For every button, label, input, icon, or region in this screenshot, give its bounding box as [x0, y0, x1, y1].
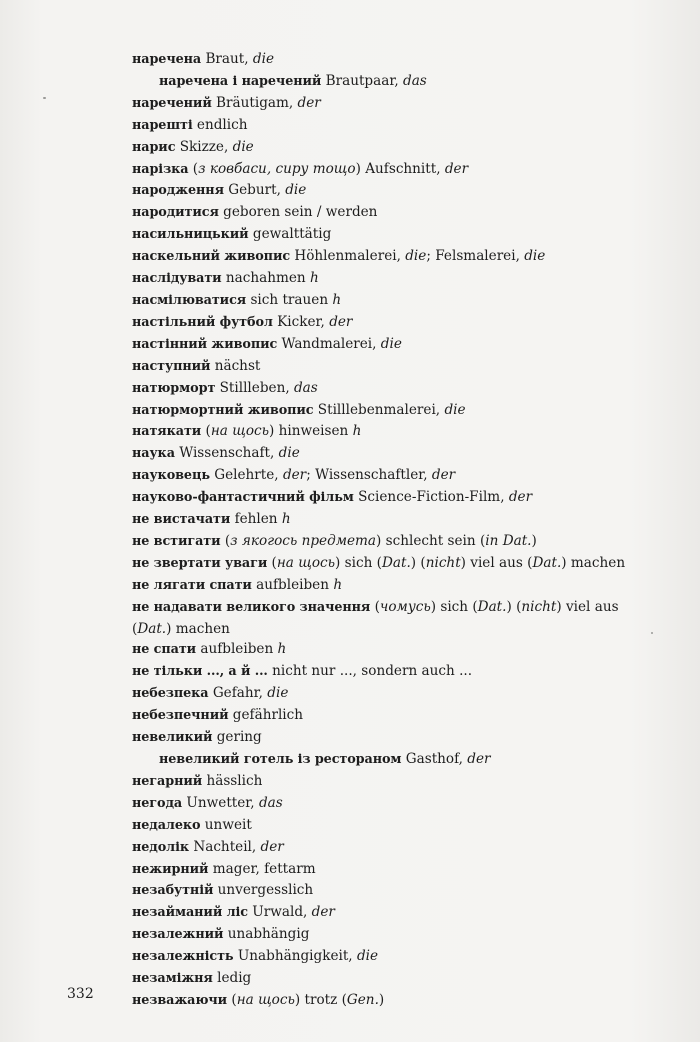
entry-headword: незважаючи [132, 992, 228, 1008]
entry-translation: ) ( [506, 598, 522, 615]
dictionary-entry [132, 793, 632, 815]
dictionary-entry [132, 159, 632, 181]
dictionary-entry [132, 49, 632, 71]
entry-grammar-note: nicht [521, 598, 557, 615]
entry-grammar-note: з ковбаси, сиру тощо [198, 160, 356, 177]
entry-grammar-note: Gen. [346, 991, 379, 1008]
entry-headword: народитися [132, 205, 219, 221]
entry-translation: geboren sein / werden [218, 204, 378, 221]
dictionary-entry [132, 202, 632, 224]
dictionary-entry [132, 334, 632, 356]
entry-translation: ) sich ( [335, 554, 382, 571]
entry-headword: наречена [132, 52, 202, 67]
entry-translation: Stilllebenmalerei, [313, 401, 445, 418]
entry-headword: насильницький [132, 227, 249, 243]
entry-headword: наречена і наречений [159, 73, 322, 89]
entry-headword: насмілюватися [132, 292, 247, 308]
entry-grammar-note: на щось [236, 991, 295, 1008]
entry-headword: не надавати великого значення [132, 599, 371, 615]
entry-grammar-note: з якогось предмета [230, 532, 377, 549]
entry-headword: незалежний [132, 927, 224, 943]
entry-translation: Bräutigam, [211, 94, 298, 111]
scan-speck [651, 632, 653, 634]
dictionary-entry [132, 246, 632, 268]
dictionary-entry [132, 378, 632, 400]
dictionary-entry [132, 639, 632, 661]
dictionary-entry [132, 553, 632, 575]
entry-translation: ; Wissenschaftler, [306, 467, 432, 484]
dictionary-entry [132, 815, 632, 837]
dictionary-entry [132, 902, 632, 924]
entry-translation: Science-Fiction-Film, [353, 489, 509, 506]
dictionary-entry [132, 224, 632, 246]
entry-translation: ) machen [561, 554, 626, 571]
entry-headword: не встигати [132, 533, 221, 549]
entry-headword: натякати [132, 424, 202, 440]
entry-headword: невеликий готель із рестораном [159, 752, 402, 767]
dictionary-entry [132, 312, 632, 334]
entry-translation: ; Felsmalerei, [426, 248, 525, 265]
entry-grammar-note: Dat. [137, 620, 167, 637]
entry-grammar-note: der [329, 313, 353, 330]
entry-grammar-note: das [293, 379, 318, 396]
dictionary-entry [132, 727, 632, 749]
entry-headword: наслідувати [132, 271, 222, 287]
entry-translation: ) schlecht sein ( [376, 532, 486, 549]
entry-translation: ) Aufschnitt, [355, 160, 445, 177]
entry-headword: негода [132, 795, 183, 811]
entry-grammar-note: der [260, 838, 284, 855]
entry-translation: Stillleben, [215, 379, 294, 396]
entry-translation: aufbleiben [196, 641, 278, 658]
entry-translation: ( [220, 532, 231, 549]
dictionary-entry [132, 93, 632, 115]
entry-translation: Höhlenmalerei, [290, 248, 406, 265]
dictionary-entry [132, 661, 632, 683]
dictionary-entry [132, 859, 632, 881]
entry-translation: Gasthof, [401, 751, 468, 767]
dictionary-entry [132, 137, 632, 159]
entry-headword: наступний [132, 358, 211, 374]
entry-translation: nachahmen [221, 270, 310, 287]
entry-grammar-note: der [431, 467, 456, 484]
entry-grammar-note: Dat. [477, 598, 507, 615]
entry-headword: незалежність [132, 949, 234, 965]
entry-grammar-note: die [380, 335, 402, 352]
entry-translation: Urwald, [247, 904, 312, 921]
entry-translation: ) viel aus ( [460, 554, 533, 571]
entry-grammar-note: h [281, 511, 291, 528]
entry-translation: sich trauen [246, 291, 333, 308]
entry-grammar-note: Dat. [532, 554, 562, 571]
entry-translation: Unwetter, [182, 794, 259, 811]
dictionary-entry [132, 837, 632, 859]
entry-grammar-note: die [524, 248, 546, 265]
entry-translation: Unabhängigkeit, [233, 948, 357, 965]
entry-translation: Geburt, [223, 182, 286, 199]
entry-headword: незайманий ліс [132, 905, 248, 921]
entry-headword: незаміжня [132, 971, 213, 987]
entry-translation: nicht nur ..., sondern auch ... [267, 663, 473, 680]
entry-grammar-note: die [267, 685, 289, 702]
entry-translation: unvergesslich [213, 882, 314, 899]
dictionary-entry [132, 531, 632, 553]
entry-grammar-note: Dat. [381, 554, 411, 571]
entry-headword: не вистачати [132, 512, 231, 528]
entry-headword: невеликий [132, 730, 213, 746]
dictionary-entry [132, 421, 632, 443]
entry-translation: ) sich ( [430, 598, 478, 615]
entry-translation: ) hinweisen [269, 423, 353, 440]
entry-grammar-note: h [277, 641, 287, 658]
entry-translation: ) ( [410, 554, 426, 571]
entry-translation: ledig [212, 970, 252, 987]
entry-grammar-note: die [356, 948, 379, 965]
entry-translation: ( [370, 598, 380, 615]
entry-translation: unweit [200, 816, 252, 833]
entry-grammar-note: der [467, 751, 491, 767]
entry-headword: небезпека [132, 686, 209, 702]
dictionary-entry [132, 465, 632, 487]
entry-headword: недолік [132, 839, 189, 855]
entry-headword: натюрморт [132, 380, 216, 396]
dictionary-entry-list [132, 49, 632, 1012]
entry-grammar-note: на щось [276, 554, 336, 571]
entry-translation: unabhängig [223, 926, 310, 943]
page-number: 332 [67, 986, 94, 1002]
entry-translation: Kicker, [272, 313, 330, 330]
entry-translation: ) machen [166, 620, 230, 637]
entry-grammar-note: die [405, 248, 427, 265]
entry-translation: ( [227, 991, 237, 1008]
entry-headword: не спати [132, 642, 197, 658]
dictionary-entry [132, 509, 632, 531]
entry-translation: ) viel aus ( [132, 598, 619, 637]
entry-headword: наскельний живопис [132, 249, 291, 265]
entry-grammar-note: die [285, 182, 307, 199]
dictionary-entry [132, 487, 632, 509]
entry-grammar-note: h [352, 423, 362, 440]
dictionary-entry [132, 115, 632, 137]
entry-translation: hässlich [202, 772, 263, 789]
entry-translation: gewalttätig [248, 226, 332, 243]
entry-translation: nächst [210, 357, 261, 374]
entry-grammar-note: die [278, 445, 300, 462]
dictionary-entry [132, 597, 632, 640]
entry-translation: Wissenschaft, [174, 445, 279, 462]
entry-headword: наука [132, 446, 175, 462]
entry-headword: нежирний [132, 861, 209, 877]
entry-translation: ( [201, 423, 211, 440]
entry-translation: Wandmalerei, [277, 335, 381, 352]
entry-headword: не тільки ..., а й ... [132, 664, 268, 680]
entry-headword: не звертати уваги [132, 555, 268, 571]
dictionary-entry [132, 880, 632, 902]
dictionary-entry [132, 683, 632, 705]
entry-headword: не лягати спати [132, 577, 252, 593]
dictionary-entry [132, 990, 632, 1012]
entry-translation: Nachteil, [189, 838, 261, 855]
entry-grammar-note: h [333, 576, 343, 593]
entry-grammar-note: der [297, 94, 321, 111]
entry-headword: недалеко [132, 817, 201, 833]
entry-translation: gefährlich [228, 707, 304, 724]
entry-translation: ( [188, 160, 199, 177]
entry-translation: ) trotz ( [294, 991, 347, 1008]
entry-headword: настінний живопис [132, 336, 278, 352]
entry-translation: fehlen [230, 511, 282, 528]
entry-headword: небезпечний [132, 708, 229, 724]
entry-translation: Gefahr, [208, 685, 268, 702]
entry-grammar-note: nicht [425, 554, 461, 571]
dictionary-entry [132, 268, 632, 290]
entry-translation: aufbleiben [251, 576, 334, 593]
entry-grammar-note: чомусь [379, 598, 431, 615]
entry-grammar-note: на щось [210, 423, 270, 440]
entry-headword: натюрмортний живопис [132, 402, 314, 418]
entry-headword: науково-фантастичний фільм [132, 490, 354, 506]
entry-translation: Gelehrte, [209, 467, 283, 484]
entry-headword: настільний футбол [132, 314, 273, 330]
entry-translation: Brautpaar, [321, 72, 403, 89]
entry-grammar-note: h [332, 291, 342, 308]
dictionary-subentry [132, 71, 632, 93]
scan-speck [43, 97, 46, 99]
entry-grammar-note: das [258, 794, 283, 811]
dictionary-entry [132, 575, 632, 597]
entry-headword: наречений [132, 95, 212, 111]
entry-translation: ) [378, 991, 385, 1008]
dictionary-entry [132, 290, 632, 312]
entry-headword: нарешті [132, 117, 193, 133]
dictionary-entry [132, 443, 632, 465]
entry-translation: ( [267, 554, 277, 571]
entry-grammar-note: die [444, 401, 466, 418]
entry-translation: mager, fettarm [208, 860, 316, 877]
entry-grammar-note: der [508, 489, 533, 506]
entry-translation: endlich [192, 116, 248, 133]
dictionary-entry [132, 968, 632, 990]
entry-headword: незабутній [132, 883, 214, 899]
dictionary-subentry [132, 749, 632, 771]
entry-grammar-note: h [309, 270, 319, 287]
entry-grammar-note: in Dat. [485, 532, 532, 549]
entry-grammar-note: die [232, 138, 254, 155]
dictionary-entry [132, 771, 632, 793]
entry-headword: науковець [132, 468, 210, 484]
entry-grammar-note: der [444, 160, 469, 177]
entry-grammar-note: der [311, 904, 335, 921]
entry-headword: нарізка [132, 161, 189, 177]
entry-headword: негарний [132, 773, 203, 789]
dictionary-entry [132, 705, 632, 727]
dictionary-entry [132, 924, 632, 946]
dictionary-entry [132, 180, 632, 202]
entry-headword: народження [132, 183, 224, 199]
entry-grammar-note: das [403, 72, 427, 89]
dictionary-entry [132, 356, 632, 378]
entry-translation: gering [212, 729, 262, 746]
entry-headword: нарис [132, 139, 176, 155]
entry-grammar-note: die [252, 51, 275, 67]
dictionary-entry [132, 946, 632, 968]
entry-grammar-note: der [282, 467, 307, 484]
entry-translation: Skizze, [175, 138, 233, 155]
entry-translation: Braut, [201, 51, 253, 67]
dictionary-entry [132, 400, 632, 422]
entry-translation: ) [531, 532, 537, 549]
